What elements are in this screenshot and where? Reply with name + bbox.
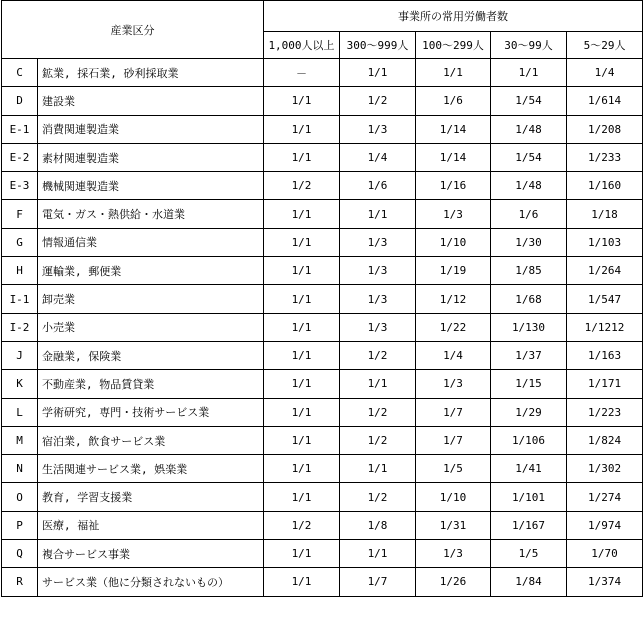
ratio-cell: 1/264 [567, 257, 643, 285]
industry-name: 教育, 学習支援業 [38, 483, 264, 511]
industry-code: Q [2, 540, 38, 568]
ratio-cell: 1/30 [491, 228, 567, 256]
ratio-cell: 1/3 [340, 285, 416, 313]
ratio-cell: 1/6 [416, 87, 491, 115]
industry-name: 卸売業 [38, 285, 264, 313]
ratio-cell: 1/37 [491, 341, 567, 369]
size-header-300-999: 300～999人 [340, 32, 416, 59]
ratio-cell: 1/54 [491, 87, 567, 115]
table-row [2, 59, 643, 87]
ratio-cell: － [264, 59, 340, 87]
ratio-cell: 1/374 [567, 568, 643, 596]
ratio-cell: 1/1 [264, 455, 340, 483]
ratio-cell: 1/3 [340, 228, 416, 256]
industry-code: H [2, 257, 38, 285]
ratio-cell: 1/163 [567, 341, 643, 369]
ratio-cell: 1/10 [416, 228, 491, 256]
ratio-cell: 1/68 [491, 285, 567, 313]
ratio-cell: 1/160 [567, 172, 643, 200]
table-row [2, 455, 643, 483]
ratio-cell: 1/4 [567, 59, 643, 87]
table-row [2, 511, 643, 539]
ratio-cell: 1/2 [340, 341, 416, 369]
table-row [2, 200, 643, 228]
ratio-cell: 1/302 [567, 455, 643, 483]
ratio-cell: 1/3 [416, 540, 491, 568]
industry-name: 医療, 福祉 [38, 511, 264, 539]
industry-code: E-3 [2, 172, 38, 200]
ratio-cell: 1/106 [491, 426, 567, 454]
ratio-cell: 1/48 [491, 172, 567, 200]
ratio-cell: 1/1 [264, 540, 340, 568]
industry-code: C [2, 59, 38, 87]
ratio-cell: 1/2 [340, 483, 416, 511]
ratio-cell: 1/3 [340, 257, 416, 285]
ratio-cell: 1/4 [340, 143, 416, 171]
industry-name: 小売業 [38, 313, 264, 341]
ratio-cell: 1/12 [416, 285, 491, 313]
ratio-cell: 1/974 [567, 511, 643, 539]
industry-code: O [2, 483, 38, 511]
ratio-cell: 1/19 [416, 257, 491, 285]
ratio-cell: 1/41 [491, 455, 567, 483]
table-row [2, 87, 643, 115]
size-header-30-99: 30～99人 [491, 32, 567, 59]
ratio-cell: 1/1 [264, 568, 340, 596]
ratio-cell: 1/5 [491, 540, 567, 568]
industry-name: 建設業 [38, 87, 264, 115]
ratio-cell: 1/824 [567, 426, 643, 454]
industry-code: K [2, 370, 38, 398]
ratio-cell: 1/1 [340, 59, 416, 87]
ratio-cell: 1/1 [340, 455, 416, 483]
workers-header: 事業所の常用労働者数 [264, 1, 643, 32]
ratio-cell: 1/3 [416, 200, 491, 228]
ratio-cell: 1/1 [264, 483, 340, 511]
ratio-cell: 1/3 [340, 115, 416, 143]
table-row [2, 313, 643, 341]
ratio-cell: 1/1 [264, 228, 340, 256]
table-row [2, 341, 643, 369]
industry-code: I-2 [2, 313, 38, 341]
ratio-cell: 1/1 [264, 313, 340, 341]
ratio-cell: 1/614 [567, 87, 643, 115]
industry-name: 複合サービス事業 [38, 540, 264, 568]
ratio-cell: 1/1 [264, 285, 340, 313]
ratio-cell: 1/85 [491, 257, 567, 285]
ratio-cell: 1/84 [491, 568, 567, 596]
ratio-cell: 1/14 [416, 115, 491, 143]
industry-name: 鉱業, 採石業, 砂利採取業 [38, 59, 264, 87]
ratio-cell: 1/223 [567, 398, 643, 426]
sampling-ratio-table [1, 0, 643, 597]
industry-name: 学術研究, 専門・技術サービス業 [38, 398, 264, 426]
ratio-cell: 1/2 [264, 511, 340, 539]
ratio-cell: 1/7 [416, 426, 491, 454]
table-row [2, 143, 643, 171]
ratio-cell: 1/103 [567, 228, 643, 256]
industry-code: D [2, 87, 38, 115]
ratio-cell: 1/2 [340, 87, 416, 115]
industry-code: R [2, 568, 38, 596]
ratio-cell: 1/5 [416, 455, 491, 483]
ratio-cell: 1/1 [264, 341, 340, 369]
table-row [2, 426, 643, 454]
ratio-cell: 1/1 [416, 59, 491, 87]
industry-header: 産業区分 [2, 1, 264, 59]
ratio-cell: 1/31 [416, 511, 491, 539]
ratio-cell: 1/1 [264, 426, 340, 454]
ratio-cell: 1/547 [567, 285, 643, 313]
industry-name: 生活関連サービス業, 娯楽業 [38, 455, 264, 483]
ratio-cell: 1/1 [264, 370, 340, 398]
table-row [2, 285, 643, 313]
table-row [2, 568, 643, 596]
ratio-cell: 1/4 [416, 341, 491, 369]
ratio-cell: 1/10 [416, 483, 491, 511]
ratio-cell: 1/1 [491, 59, 567, 87]
ratio-cell: 1/1 [264, 143, 340, 171]
table-row [2, 228, 643, 256]
industry-name: 情報通信業 [38, 228, 264, 256]
industry-name: 消費関連製造業 [38, 115, 264, 143]
size-header-1000-plus: 1,000人以上 [264, 32, 340, 59]
ratio-cell: 1/130 [491, 313, 567, 341]
ratio-cell: 1/1 [264, 115, 340, 143]
industry-code: E-2 [2, 143, 38, 171]
industry-code: P [2, 511, 38, 539]
ratio-cell: 1/29 [491, 398, 567, 426]
industry-name: 宿泊業, 飲食サービス業 [38, 426, 264, 454]
table-row [2, 172, 643, 200]
size-header-5-29: 5～29人 [567, 32, 643, 59]
ratio-cell: 1/2 [340, 398, 416, 426]
ratio-cell: 1/26 [416, 568, 491, 596]
ratio-cell: 1/167 [491, 511, 567, 539]
ratio-cell: 1/2 [340, 426, 416, 454]
ratio-cell: 1/15 [491, 370, 567, 398]
ratio-cell: 1/3 [416, 370, 491, 398]
industry-name: 電気・ガス・熱供給・水道業 [38, 200, 264, 228]
industry-code: E-1 [2, 115, 38, 143]
ratio-cell: 1/8 [340, 511, 416, 539]
industry-name: 素材関連製造業 [38, 143, 264, 171]
table-row [2, 483, 643, 511]
industry-name: 不動産業, 物品賃貸業 [38, 370, 264, 398]
ratio-cell: 1/48 [491, 115, 567, 143]
table-row [2, 398, 643, 426]
ratio-cell: 1/171 [567, 370, 643, 398]
ratio-cell: 1/1 [340, 540, 416, 568]
ratio-cell: 1/3 [340, 313, 416, 341]
industry-code: G [2, 228, 38, 256]
ratio-cell: 1/6 [491, 200, 567, 228]
size-header-100-299: 100～299人 [416, 32, 491, 59]
industry-code: F [2, 200, 38, 228]
industry-name: サービス業（他に分類されないもの） [38, 568, 264, 596]
ratio-cell: 1/208 [567, 115, 643, 143]
industry-name: 金融業, 保険業 [38, 341, 264, 369]
ratio-cell: 1/233 [567, 143, 643, 171]
ratio-cell: 1/70 [567, 540, 643, 568]
industry-code: L [2, 398, 38, 426]
table-row [2, 540, 643, 568]
table-row [2, 115, 643, 143]
industry-code: N [2, 455, 38, 483]
ratio-cell: 1/1 [340, 370, 416, 398]
ratio-cell: 1/1 [264, 87, 340, 115]
industry-code: I-1 [2, 285, 38, 313]
ratio-cell: 1/274 [567, 483, 643, 511]
ratio-cell: 1/18 [567, 200, 643, 228]
ratio-cell: 1/1 [264, 200, 340, 228]
ratio-cell: 1/6 [340, 172, 416, 200]
ratio-cell: 1/1 [264, 257, 340, 285]
ratio-cell: 1/16 [416, 172, 491, 200]
ratio-cell: 1/14 [416, 143, 491, 171]
ratio-cell: 1/7 [340, 568, 416, 596]
ratio-cell: 1/1 [340, 200, 416, 228]
ratio-cell: 1/54 [491, 143, 567, 171]
industry-code: M [2, 426, 38, 454]
industry-name: 運輸業, 郵便業 [38, 257, 264, 285]
ratio-cell: 1/22 [416, 313, 491, 341]
ratio-cell: 1/2 [264, 172, 340, 200]
ratio-cell: 1/101 [491, 483, 567, 511]
table-row [2, 257, 643, 285]
ratio-cell: 1/7 [416, 398, 491, 426]
industry-code: J [2, 341, 38, 369]
industry-name: 機械関連製造業 [38, 172, 264, 200]
table-row [2, 370, 643, 398]
ratio-cell: 1/1212 [567, 313, 643, 341]
ratio-cell: 1/1 [264, 398, 340, 426]
